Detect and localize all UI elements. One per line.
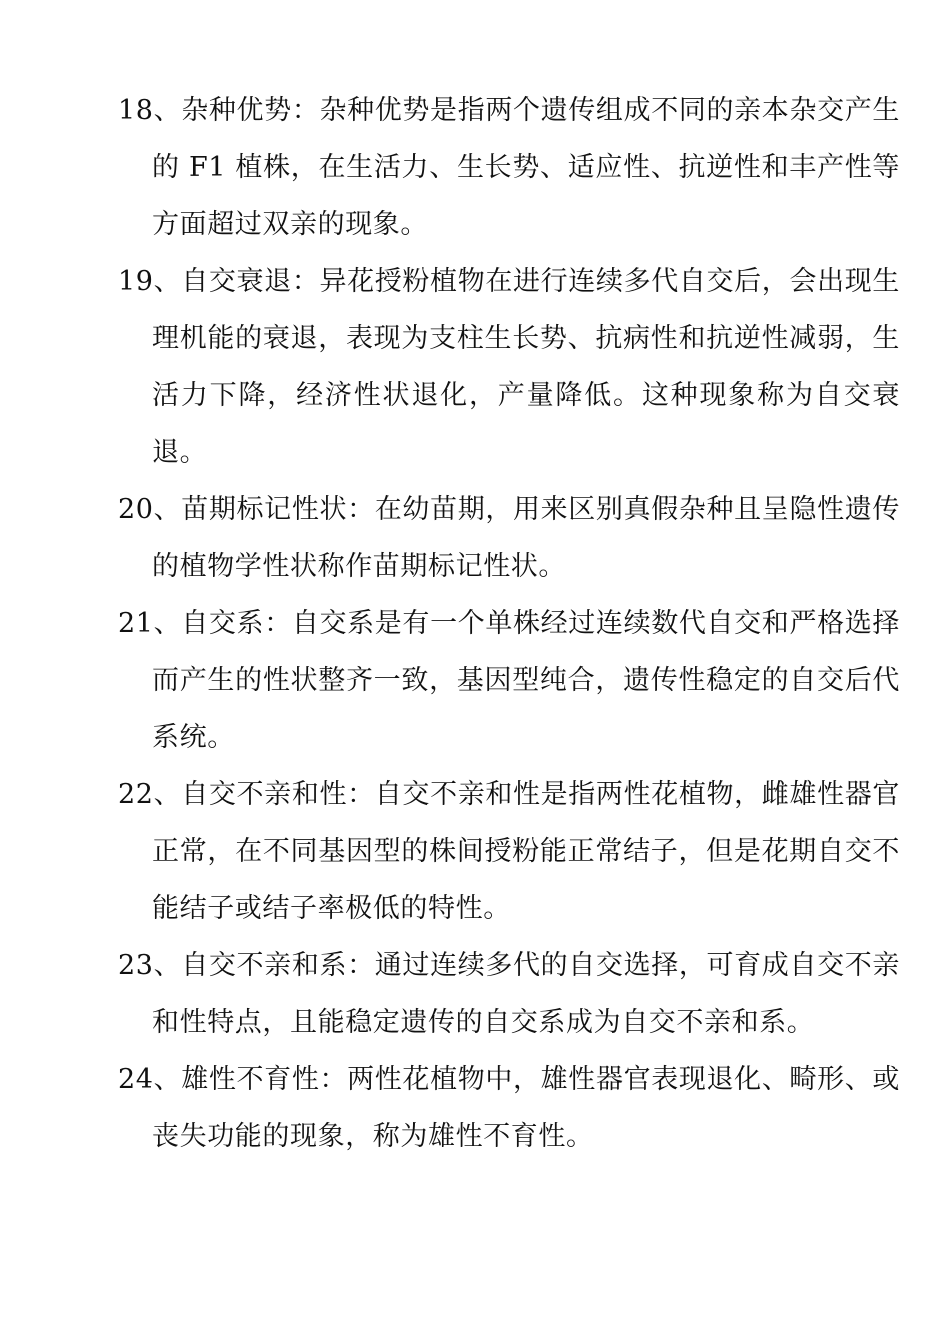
entry-definition: 自交系是有一个单株经过连续数代自交和严格选择而产生的性状整齐一致，基因型纯合，遗传性稳定的自交后代系统。 (152, 608, 900, 753)
entry-number: 22、 (118, 779, 182, 810)
entry-20 (118, 481, 900, 595)
entry-definition: 杂种优势是指两个遗传组成不同的亲本杂交产生的 F1 植株，在生活力、生长势、适应性、抗逆性和丰产性等方面超过双亲的现象。 (152, 95, 900, 240)
entry-23 (118, 937, 900, 1051)
entry-24 (118, 1051, 900, 1165)
entry-22 (118, 766, 900, 937)
glossary-entries (118, 82, 900, 1165)
entry-separator: ： (319, 1064, 348, 1095)
entry-definition: 两性花植物中，雄性器官表现退化、畸形、或丧失功能的现象，称为雄性不育性。 (152, 1064, 900, 1152)
entry-term: 自交衰退 (181, 266, 292, 297)
entry-separator: ： (347, 494, 375, 525)
entry-number: 24、 (118, 1064, 182, 1095)
entry-definition: 通过连续多代的自交选择，可育成自交不亲和性特点，且能稳定遗传的自交系成为自交不亲和系。 (152, 950, 900, 1038)
entry-21 (118, 595, 900, 766)
entry-18 (118, 82, 900, 253)
entry-term: 苗期标记性状 (181, 494, 348, 525)
entry-separator: ： (264, 608, 292, 639)
entry-separator: ： (291, 266, 320, 297)
entry-number: 23、 (118, 950, 182, 981)
entry-separator: ： (291, 95, 320, 126)
entry-term: 杂种优势 (181, 95, 292, 126)
entry-number: 18、 (118, 95, 182, 126)
entry-number: 19、 (118, 266, 182, 297)
entry-definition: 异花授粉植物在进行连续多代自交后，会出现生理机能的衰退，表现为支柱生长势、抗病性和抗逆性减弱，生活力下降，经济性状退化，产量降低。这种现象称为自交衰退。 (152, 266, 900, 468)
entry-number: 21、 (118, 608, 182, 639)
entry-separator: ： (347, 779, 375, 810)
entry-separator: ： (347, 950, 375, 981)
entry-number: 20、 (118, 494, 182, 525)
entry-definition: 在幼苗期，用来区别真假杂种且呈隐性遗传的植物学性状称作苗期标记性状。 (152, 494, 900, 582)
entry-19 (118, 253, 900, 481)
entry-definition: 自交不亲和性是指两性花植物，雌雄性器官正常，在不同基因型的株间授粉能正常结子，但是花期自交不能结子或结子率极低的特性。 (152, 779, 900, 924)
entry-term: 自交系 (181, 608, 265, 639)
entry-term: 自交不亲和系 (181, 950, 348, 981)
entry-term: 雄性不育性 (181, 1064, 320, 1095)
entry-term: 自交不亲和性 (181, 779, 348, 810)
